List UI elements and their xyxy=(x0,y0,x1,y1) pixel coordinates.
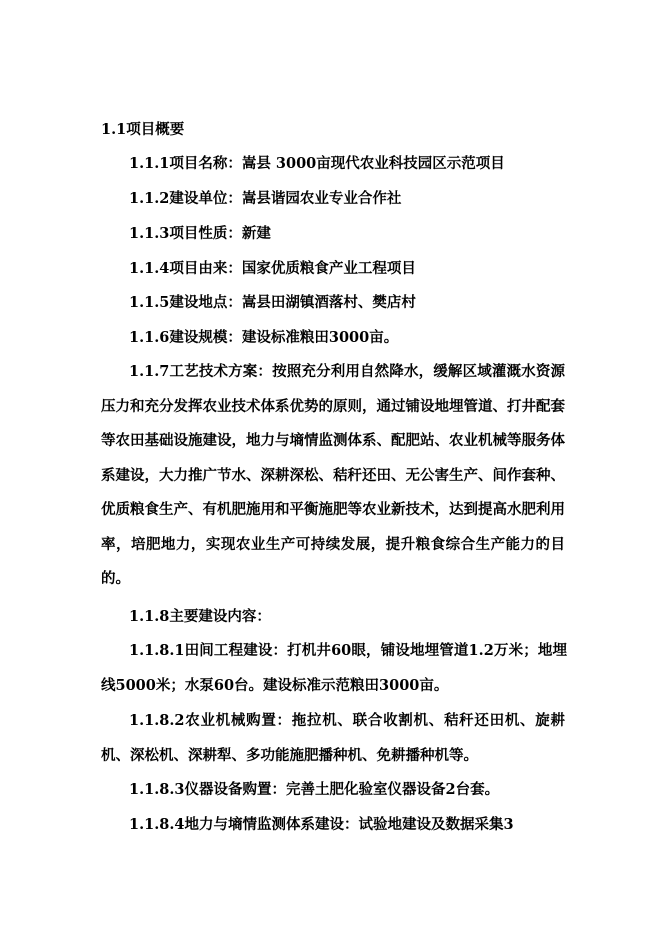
item-project-nature: 1.1.3项目性质：新建 xyxy=(129,225,271,242)
tech-plan-text: 1.1.7工艺技术方案：按照充分利用自然降水，缓解区域灌溉水资源压力和充分发挥农业技术体系优势的原则，通过铺设地埋管道、打井配套等农田基础设施建设，地力与墒情监测体系、配肥站、农业机械等服务体系建设，大力推广节水、深耕深松、秸秆还田、无公害生产、间作套种、优质粮食生产、有机肥施用和平衡施肥等农业新技术，达到提高水肥利用率，培肥地力，实现农业生产可持续发展，提升粮食综合生产能力的目的。 xyxy=(101,363,565,587)
item-project-name: 1.1.1项目名称：嵩县 3000亩现代农业科技园区示范项目 xyxy=(129,155,505,172)
item-project-origin: 1.1.4项目由来：国家优质粮食产业工程项目 xyxy=(129,260,416,277)
field-works-paragraph xyxy=(101,634,567,703)
field-works-text: 1.1.8.1田间工程建设：打机井60眼，铺设地埋管道1.2万米；地埋线5000米；水泵60台。建设标准示范粮田3000亩。 xyxy=(101,642,567,694)
section-heading: 1.1项目概要 xyxy=(101,121,185,138)
machinery-text: 1.1.8.2农业机械购置：拖拉机、联合收割机、秸秆还田机、旋耕机、深松机、深耕犁、多功能施肥播种机、免耕播种机等。 xyxy=(101,712,565,764)
main-content-heading: 1.1.8主要建设内容： xyxy=(129,608,271,625)
item-construction-scale: 1.1.6建设规模：建设标准粮田3000亩。 xyxy=(129,329,399,346)
instruments-item: 1.1.8.3仪器设备购置：完善土肥化验室仪器设备2台套。 xyxy=(129,781,500,798)
item-construction-unit: 1.1.2建设单位：嵩县谐园农业专业合作社 xyxy=(129,190,402,207)
machinery-paragraph xyxy=(101,704,565,773)
monitoring-item: 1.1.8.4地力与墒情监测体系建设：试验地建设及数据采集3 xyxy=(129,816,514,833)
item-construction-site: 1.1.5建设地点：嵩县田湖镇酒落村、樊店村 xyxy=(129,294,416,311)
tech-plan-paragraph xyxy=(101,355,565,597)
